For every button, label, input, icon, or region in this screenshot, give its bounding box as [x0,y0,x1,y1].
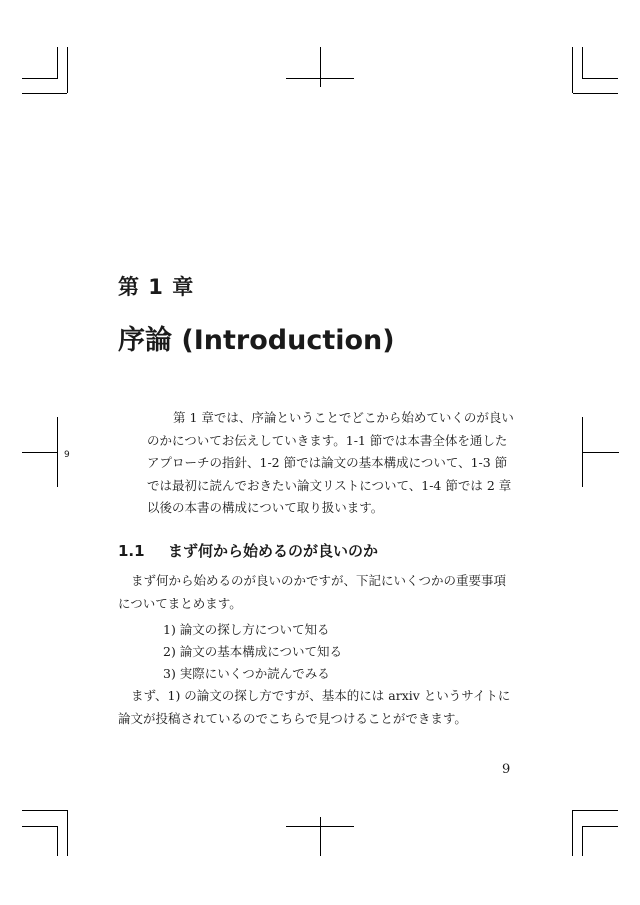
section-title: まず何から始めるのが良いのか [168,542,379,560]
crop-mark [573,93,618,94]
section-heading [118,540,378,561]
crop-mark [67,810,68,856]
crop-mark [57,47,58,78]
crop-mark [320,47,321,87]
crop-mark [57,826,58,856]
crop-mark [582,78,618,79]
list-item: 2) 論文の基本構成について知る [163,644,343,659]
crop-mark [22,93,67,94]
body-paragraph: まず、1) の論文の探し方ですが、基本的には arxiv というサイトに論文が投稿されているのでこちらで見つけることができます。 [118,688,511,726]
crop-mark [22,452,58,453]
crop-mark [67,47,68,93]
list-item: 1) 論文の探し方について知る [163,622,330,637]
crop-mark [57,417,58,487]
crop-mark [572,47,573,93]
numbered-list [163,619,342,685]
crop-mark [582,47,583,78]
chapter-label: 第 1 章 [118,275,195,299]
crop-mark [572,810,573,856]
crop-mark [22,78,58,79]
crop-mark [583,452,619,453]
intro-paragraph: 第 1 章では、序論ということでどこから始めていくのが良いのかについてお伝えしていきます。1-1 節では本書全体を通したアプローチの指針、1-2 節では論文の基本構成について、1-3 節では最初に読んでおきたい論文リストについて、1-4 節では 2 章以後の本書の構成について取り扱います。 [147,410,514,515]
crop-mark [582,826,618,827]
crop-mark [573,810,618,811]
section-number: 1.1 [118,542,145,560]
crop-mark [22,826,58,827]
crop-mark [582,826,583,856]
list-item: 3) 実際にいくつか読んでみる [163,666,330,681]
page-number: 9 [502,762,511,777]
body-paragraph: まず何から始めるのが良いのかですが、下記にいくつかの重要事項についてまとめます。 [118,573,507,611]
margin-page-number: 9 [64,450,70,460]
crop-mark [320,817,321,856]
crop-mark [582,417,583,487]
chapter-title: 序論 (Introduction) [118,325,395,356]
crop-mark [22,810,67,811]
